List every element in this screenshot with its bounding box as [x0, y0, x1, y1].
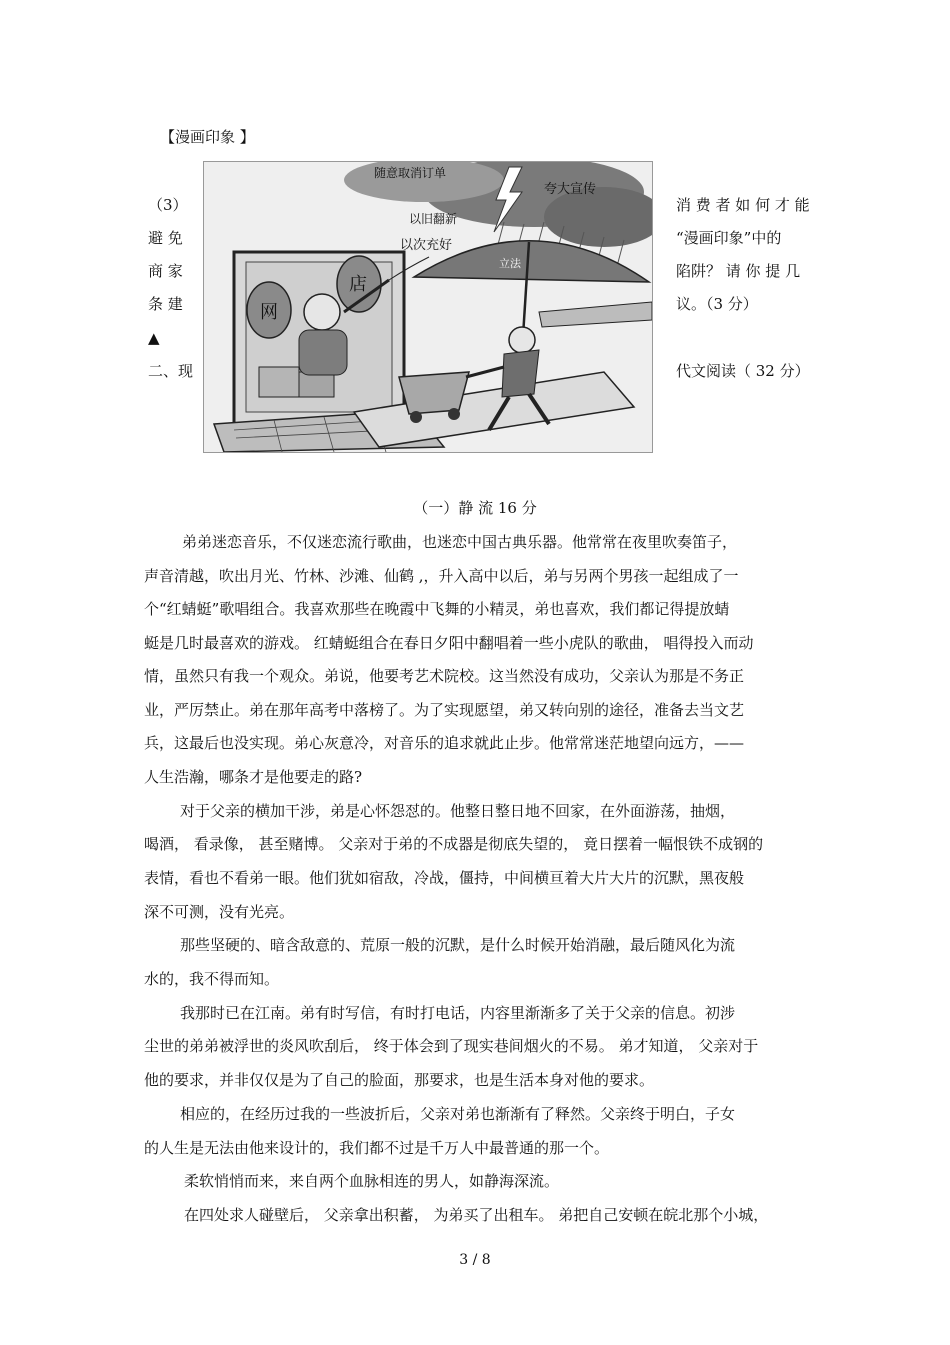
article-line: 业，严厉禁止。弟在那年高考中落榜了。为了实现愿望，弟又转向别的途径，准备去当文艺: [144, 701, 745, 719]
cartoon-label-shop: 店: [349, 274, 367, 295]
q3-right-2: 陷阱？ 请 你 提 几: [676, 262, 801, 280]
article-line: 情，虽然只有我一个观众。弟说，他要考艺术院校。这当然没有成功，父亲认为那是不务正: [144, 667, 745, 685]
q3-right-5: 代文阅读（ 32 分）: [676, 362, 810, 380]
q3-right-1: “漫画印象”中的: [676, 229, 782, 247]
cartoon-label-fake: 以次充好: [400, 238, 453, 253]
q3-right-0: 消 费 者 如 何 才 能: [676, 196, 810, 214]
section-bracket-title: 【漫画印象 】: [160, 128, 255, 146]
article-line: 的人生是无法由他来设计的，我们都不过是千万人中最普通的那一个。: [144, 1139, 610, 1157]
cartoon-label-net: 网: [260, 302, 278, 323]
article-line: 柔软悄悄而来，来自两个血脉相连的男人，如静海深流。: [184, 1172, 560, 1190]
q3-left-5: 二、现: [148, 362, 194, 380]
article-line: 相应的，在经历过我的一些波折后，父亲对弟也渐渐有了释然。父亲终于明白，子女: [180, 1105, 736, 1123]
q3-left-1: 避 免: [148, 229, 183, 247]
article-line: 人生浩瀚，哪条才是他要走的路?: [144, 768, 363, 786]
article-line: 表情，看也不看弟一眼。他们犹如宿敌，冷战，僵持，中间横亘着大片大片的沉默，黑夜般: [144, 869, 745, 887]
article-line: 弟弟迷恋音乐，不仅迷恋流行歌曲，也迷恋中国古典乐器。他常常在夜里吹奏笛子，: [182, 533, 738, 551]
page-number: 3 / 8: [459, 1252, 491, 1268]
article-line: 声音清越，吹出月光、竹林、沙滩、仙鹤 ,，升入高中以后，弟与另两个男孩一起组成了一: [144, 567, 739, 585]
article-line: 兵，这最后也没实现。弟心灰意冷，对音乐的追求就此止步。他常常迷茫地望向远方，——: [144, 734, 745, 752]
section-title: （一）静 流 16 分: [413, 499, 537, 517]
article-line: 那些坚硬的、暗含敌意的、荒原一般的沉默，是什么时候开始消融，最后随风化为流: [180, 936, 736, 954]
article-line: 在四处求人碰壁后， 父亲拿出积蓄， 为弟买了出租车。 弟把自己安顿在皖北那个小城，: [184, 1206, 769, 1224]
q3-left-3: 条 建: [148, 295, 183, 313]
article-line: 他的要求，并非仅仅是为了自己的脸面，那要求，也是生活本身对他的要求。: [144, 1071, 655, 1089]
article-line: 深不可测，没有光亮。: [144, 903, 295, 921]
cartoon-label-cancel: 随意取消订单: [374, 166, 447, 180]
article-line: 对于父亲的横加干涉，弟是心怀怨怼的。他整日整日地不回家，在外面游荡，抽烟，: [180, 802, 736, 820]
q3-left-4: ▲: [148, 329, 160, 347]
q3-left-2: 商 家: [148, 262, 183, 280]
cartoon-label-law: 立法: [499, 257, 521, 270]
article-line: 尘世的弟弟被浮世的炎风吹刮后， 终于体会到了现实巷间烟火的不易。 弟才知道， 父亲对于: [144, 1037, 759, 1055]
q3-left-0: （3）: [148, 196, 188, 214]
cartoon-label-exaggerate: 夸大宣传: [544, 182, 597, 197]
article-line: 水的，我不得而知。: [144, 970, 280, 988]
article-line: 我那时已在江南。弟有时写信，有时打电话，内容里渐渐多了关于父亲的信息。初涉: [180, 1004, 736, 1022]
cartoon-label-old-new: 以旧翻新: [409, 212, 458, 226]
article-line: 喝酒， 看录像， 甚至赌博。 父亲对于弟的不成器是彻底失望的， 竟日摆着一幅恨铁不成钢的: [144, 835, 764, 853]
article-line: 个“红蜻蜓”歌唱组合。我喜欢那些在晚霞中飞舞的小精灵，弟也喜欢，我们都记得提放蜻: [144, 600, 730, 618]
cartoon-illustration: [203, 161, 653, 453]
article-line: 蜓是几时最喜欢的游戏。 红蜻蜓组合在春日夕阳中翻唱着一些小虎队的歌曲， 唱得投入而动: [144, 634, 754, 652]
q3-right-3: 议。（3 分）: [676, 295, 758, 313]
